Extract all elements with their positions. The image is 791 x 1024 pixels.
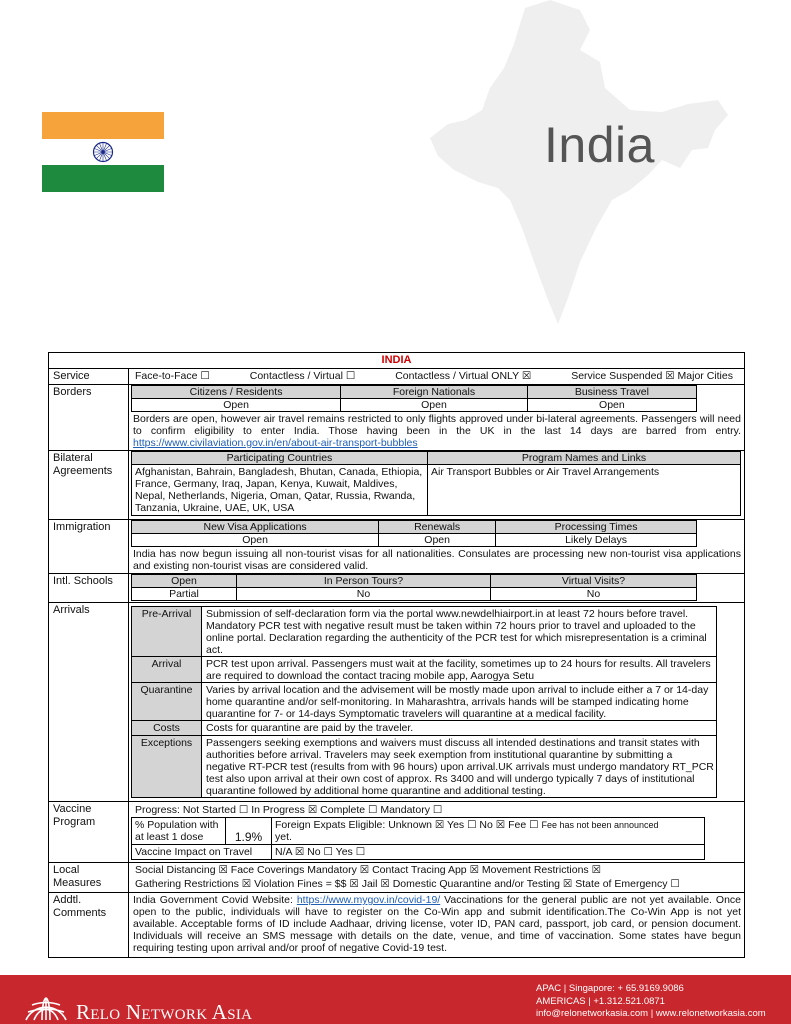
column-header: New Visa Applications <box>132 521 379 534</box>
expats-note: Fee has not been announced <box>541 820 659 830</box>
sub-label: Costs <box>132 721 202 736</box>
row-label: Addtl. Comments <box>49 893 129 958</box>
immigration-row <box>49 520 745 574</box>
ashoka-chakra-icon <box>92 141 114 163</box>
status-value: No <box>491 588 697 601</box>
status-value: Open <box>132 399 341 412</box>
row-label: Bilateral Agreements <box>49 451 129 520</box>
service-option: Service Suspended ☒ Major Cities <box>571 370 733 382</box>
arrival-subrow <box>132 607 717 657</box>
column-header: Open <box>132 575 237 588</box>
program-names: Air Transport Bubbles or Air Travel Arrangements <box>428 465 741 516</box>
civil-aviation-link[interactable]: https://www.civilaviation.gov.in/en/about-air-transport-bubbles <box>133 437 418 449</box>
bilateral-row <box>49 451 745 520</box>
sub-text: Varies by arrival location and the advisement will be mostly made upon arrival to include either a 7 or 14-day home quarantine and/or self-monitoring. In Maharashtra, arrivals hands will be stamped indicating home quarantine for 7- or 14-days Symptomatic travelers will quarantine at a medical facility. <box>202 683 717 721</box>
row-label: Intl. Schools <box>49 574 129 603</box>
row-label: Borders <box>49 385 129 451</box>
sub-text: Submission of self-declaration form via the portal www.newdelhiairport.in at least 72 hours before travel. Mandatory PCR test with negative result must be taken within 72 hours prior to travel and uploaded to the online portal. Declaration regarding the authenticity of the PCR test for which misrepresentation is a criminal act. <box>202 607 717 657</box>
population-label: % Population with at least 1 dose <box>132 818 226 845</box>
table-title: INDIA <box>49 353 745 369</box>
column-header: Renewals <box>379 521 496 534</box>
sub-label: Quarantine <box>132 683 202 721</box>
column-header: Foreign Nationals <box>341 386 528 399</box>
local-measures-row <box>49 863 745 893</box>
service-row <box>49 369 745 385</box>
arrival-subrow <box>132 721 717 736</box>
country-info-table <box>48 352 745 958</box>
vaccine-row <box>49 802 745 863</box>
arrival-subrow <box>132 736 717 798</box>
row-label: Vaccine Program <box>49 802 129 863</box>
service-option: Contactless / Virtual ☐ <box>249 370 356 382</box>
sub-text: PCR test upon arrival. Passengers must wait at the facility, sometimes up to 24 hours for results. All travelers are required to download the contact tracing mobile app, Aarogya Setu <box>202 657 717 683</box>
row-label: Local Measures <box>49 863 129 893</box>
sub-label: Pre-Arrival <box>132 607 202 657</box>
status-value: Open <box>341 399 528 412</box>
expats-note-tail: yet. <box>275 831 292 843</box>
arrival-subrow <box>132 657 717 683</box>
immigration-text: India has now begun issuing all non-tourist visas for all nationalities. Consulates are processing new non-tourist visa applications and existing non-tourist visas are considered valid. <box>133 548 741 572</box>
row-label: Immigration <box>49 520 129 574</box>
sub-label: Arrival <box>132 657 202 683</box>
impact-value: N/A ☒ No ☐ Yes ☐ <box>272 845 705 860</box>
globe-logo-icon <box>22 978 70 1022</box>
row-label: Service <box>49 369 129 385</box>
comments-row <box>49 893 745 958</box>
row-label: Arrivals <box>49 603 129 802</box>
flag-green-band <box>42 165 164 192</box>
measures-line: Social Distancing ☒ Face Coverings Mandatory ☒ Contact Tracing App ☒ Movement Restrictions ☒ <box>135 864 602 876</box>
arrival-subrow <box>132 683 717 721</box>
status-value: Open <box>132 534 379 547</box>
column-header: In Person Tours? <box>236 575 490 588</box>
column-header: Processing Times <box>496 521 697 534</box>
sub-text: Costs for quarantine are paid by the traveler. <box>202 721 717 736</box>
participating-countries: Afghanistan, Bahrain, Bangladesh, Bhutan, Canada, Ethiopia, France, Germany, Iraq, Japan, Kenya, Kuwait, Maldives, Nepal, Netherlands, Nigeria, Oman, Qatar, Russia, Rwanda, Tanzania, Ukraine, UAE, UK, USA <box>132 465 428 516</box>
impact-label: Vaccine Impact on Travel <box>132 845 272 860</box>
sub-label: Exceptions <box>132 736 202 798</box>
status-value: No <box>236 588 490 601</box>
service-option: Contactless / Virtual ONLY ☒ <box>395 370 532 382</box>
contact-line: AMERICAS | +1.312.521.0871 <box>536 995 665 1007</box>
brand-name: Relo Network Asia <box>76 1000 253 1024</box>
status-value: Open <box>527 399 696 412</box>
contact-info <box>536 983 766 1021</box>
vaccine-progress: Progress: Not Started ☐ In Progress ☒ Complete ☐ Mandatory ☐ <box>135 804 443 816</box>
status-value: Partial <box>132 588 237 601</box>
expats-eligibility: Foreign Expats Eligible: Unknown ☒ Yes ☐ No ☒ Fee ☐ <box>275 819 539 831</box>
service-option: Face-to-Face ☐ <box>135 370 210 382</box>
column-header: Virtual Visits? <box>491 575 697 588</box>
comments-prefix: India Government Covid Website: <box>133 894 297 906</box>
schools-row <box>49 574 745 603</box>
mygov-link[interactable]: https://www.mygov.in/covid-19/ <box>296 894 441 906</box>
flag-white-band <box>42 139 164 166</box>
country-title: India <box>544 117 655 173</box>
borders-text: Borders are open, however air travel remains restricted to only flights approved under bi-lateral agreements. Passengers will need to confirm eligibility to enter India. Those having been in the UK in the last 14 days are barred from entry. <box>133 413 741 437</box>
borders-row <box>49 385 745 451</box>
column-header: Program Names and Links <box>428 452 741 465</box>
column-header: Participating Countries <box>132 452 428 465</box>
population-value: 1.9% <box>226 818 272 845</box>
arrivals-row <box>49 603 745 802</box>
flag-saffron-band <box>42 112 164 139</box>
status-value: Open <box>379 534 496 547</box>
service-options <box>131 369 741 383</box>
contact-line: APAC | Singapore: + 65.9169.9086 <box>536 983 684 994</box>
india-flag <box>42 112 164 192</box>
column-header: Citizens / Residents <box>132 386 341 399</box>
sub-text: Passengers seeking exemptions and waivers must discuss all intended destinations and transit states with authorities before arrival. Travelers may seek exemption from institutional quarantine by submitting a negative RT-PCR test (results from with 96 hours) upon arrival.UK arrivals must undergo mandatory RT_PCR test also upon arrival at their own cost of approx. Rs 3400 and will undergo typically 7 days of institutional quarantine followed by additional home quarantine and additional testing. <box>202 736 717 798</box>
column-header: Business Travel <box>527 386 696 399</box>
measures-line: Gathering Restrictions ☒ Violation Fines = $$ ☒ Jail ☒ Domestic Quarantine and/or Testing ☒ State of Emergency ☐ <box>135 878 680 890</box>
comments-text: Vaccinations for the general public are not yet available. Once open to the public, individuals will have to register on the Co-Win app and submit identification.The Co-Win App is not yet available. Acceptable forms of ID include Aadhaar, driving license, voter ID, PAN card, passport, job card, or pension document. Individuals will receive an SMS message with details on the date, venue, and time of vaccination. Some states have begun requiring testing upon arrival and/or proof of negative Covid-19 test. <box>133 894 741 954</box>
status-value: Likely Delays <box>496 534 697 547</box>
contact-line[interactable]: info@relonetworkasia.com | www.relonetworkasia.com <box>536 1008 766 1019</box>
